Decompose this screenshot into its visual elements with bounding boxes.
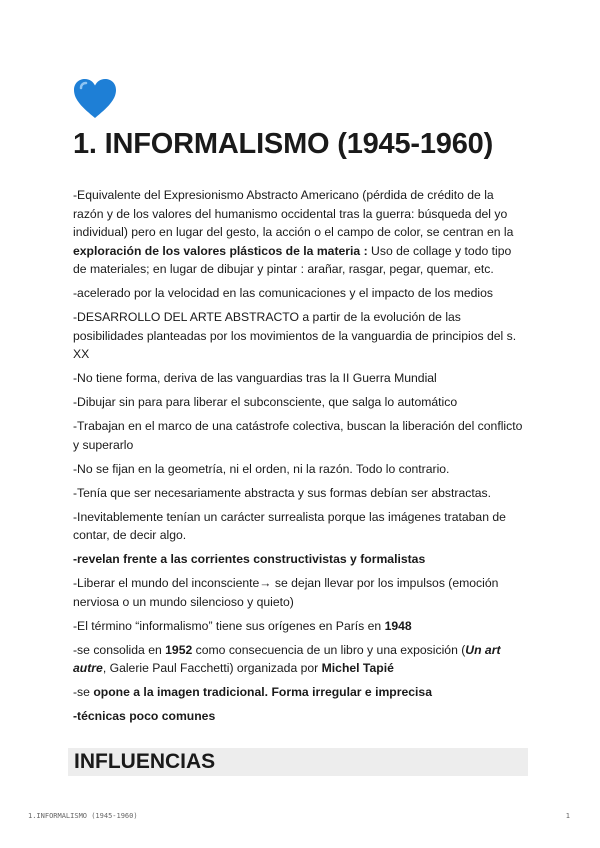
paragraph-4: -No tiene forma, deriva de las vanguardias tras la II Guerra Mundial [73,371,437,385]
page-number: 1 [565,812,570,820]
section-title: INFLUENCIAS [74,750,216,773]
paragraph-15: -técnicas poco comunes [73,709,216,723]
paragraph-6: -Trabajan en el marco de una catástrofe colectiva, buscan la liberación del conflicto y superarlo [73,419,523,452]
paragraph-5: -Dibujar sin para para liberar el subconsciente, que salga lo automático [73,395,458,409]
paragraph-11: -Liberar el mundo del inconsciente→ se dejan llevar por los impulsos (emoción nerviosa o un mundo silencioso y quieto) [73,576,499,609]
paragraph-3: -DESARROLLO DEL ARTE ABSTRACTO a partir de la evolución de las posibilidades planteadas por los movimientos de la vanguardia de principios del s. XX [73,310,517,361]
paragraph-12: -El término “informalismo” tiene sus orígenes en París en 1948 [73,618,412,633]
paragraph-14: -se opone a la imagen tradicional. Forma irregular e imprecisa [73,685,432,699]
page-title: 1. INFORMALISMO (1945-1960) [73,128,494,160]
paragraph-1: -Equivalente del Expresionismo Abstracto Americano (pérdida de crédito de la razón y de los valores del humanismo occidental tras la guerra: búsqueda del yo individual) pero en lugar del gesto, la acción o el campo de color, se centran en la exploración de los valores plásticos de la materia : Uso de collage y todo tipo de materiales; en lugar de dibujar y pintar : arañar, rasgar, pegar, quemar, etc. [73,188,514,276]
footer-title: 1.INFORMALISMO (1945-1960) [28,812,138,820]
paragraph-7: -No se fijan en la geometría, ni el orden, ni la razón. Todo lo contrario. [73,461,450,476]
paragraph-2: -acelerado por la velocidad en las comunicaciones y el impacto de los medios [73,286,494,300]
paragraph-13: -se consolida en 1952 como consecuencia de un libro y una exposición (Un art autre, Galerie Paul Facchetti) organizada por Michel Tapié [73,642,501,675]
document-body [73,186,525,731]
blue-heart-icon [73,78,117,120]
paragraph-8: -Tenía que ser necesariamente abstracta y sus formas debían ser abstractas. [73,485,491,500]
paragraph-10: -revelan frente a las corrientes constructivistas y formalistas [73,552,426,566]
paragraph-9: -Inevitablemente tenían un carácter surrealista porque las imágenes trataban de contar, de decir algo. [73,509,506,542]
